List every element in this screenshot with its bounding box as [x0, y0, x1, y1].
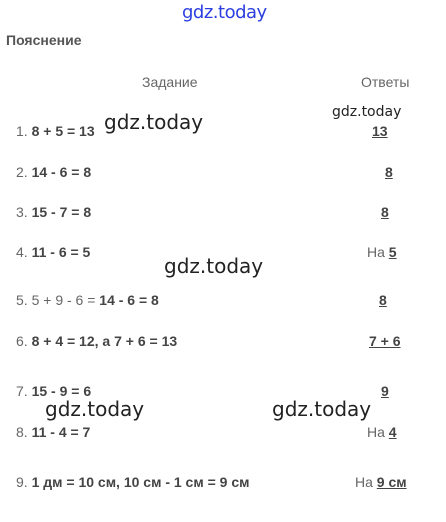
task-number: 9. — [16, 474, 28, 490]
answer-prefix: На — [367, 424, 385, 440]
task-row-2 — [16, 164, 91, 180]
task-expression: 15 - 9 = 6 — [31, 383, 92, 399]
task-expression: 8 + 5 = 13 — [31, 123, 95, 139]
answer-value: 9 — [381, 383, 389, 399]
task-row-9 — [16, 474, 249, 490]
answer-value: 4 — [388, 424, 397, 440]
watermark-text: gdz.today — [164, 254, 264, 278]
top-watermark: gdz.today — [182, 2, 267, 23]
watermark-text: gdz.today — [332, 104, 402, 120]
task-number: 8. — [16, 424, 28, 440]
task-expression: 15 - 7 = 8 — [31, 204, 92, 220]
task-row-3 — [16, 204, 91, 220]
answer-row-8 — [367, 424, 397, 440]
task-expression-plain: 5 + 9 - 6 = — [31, 292, 100, 308]
answer-value: 8 — [379, 292, 387, 308]
answer-value: 5 — [388, 244, 397, 260]
answer-row-4 — [367, 244, 397, 260]
task-expression: 14 - 6 = 8 — [99, 292, 159, 308]
answer-prefix: На — [355, 474, 373, 490]
task-expression: 14 - 6 = 8 — [31, 164, 92, 180]
task-expression: 1 дм = 10 см, 10 см - 1 см = 9 см — [31, 474, 250, 490]
answer-row-2 — [385, 164, 393, 180]
task-row-1 — [16, 123, 95, 139]
task-number: 7. — [16, 383, 28, 399]
watermark-text: gdz.today — [104, 110, 204, 134]
task-number: 6. — [16, 333, 28, 349]
section-title: Пояснение — [6, 32, 82, 48]
task-expression: 11 - 6 = 5 — [31, 244, 91, 260]
answer-row-6 — [369, 333, 401, 349]
task-expression: 8 + 4 = 12, а 7 + 6 = 13 — [31, 333, 178, 349]
task-expression: 11 - 4 = 7 — [31, 424, 91, 440]
task-number: 1. — [16, 123, 28, 139]
answer-row-9 — [355, 474, 407, 490]
watermark-text: gdz.today — [272, 397, 372, 421]
answer-row-7 — [381, 383, 389, 399]
answer-row-1 — [372, 123, 388, 139]
task-number: 3. — [16, 204, 28, 220]
answer-prefix: На — [367, 244, 385, 260]
watermark-text: gdz.today — [45, 397, 145, 421]
task-row-8 — [16, 424, 90, 440]
task-number: 5. — [16, 292, 28, 308]
answer-value: 7 + 6 — [369, 333, 401, 349]
answer-value: 8 — [385, 164, 393, 180]
answer-value: 8 — [381, 204, 389, 220]
column-header-task: Задание — [142, 74, 198, 90]
task-row-4 — [16, 244, 90, 260]
answer-value: 9 см — [376, 474, 407, 490]
task-row-6 — [16, 333, 177, 349]
column-header-answers: Ответы — [361, 74, 410, 90]
answer-row-3 — [381, 204, 389, 220]
answer-value: 13 — [372, 123, 388, 139]
task-row-5 — [16, 292, 159, 308]
task-number: 2. — [16, 164, 28, 180]
answer-row-5 — [379, 292, 387, 308]
task-number: 4. — [16, 244, 28, 260]
